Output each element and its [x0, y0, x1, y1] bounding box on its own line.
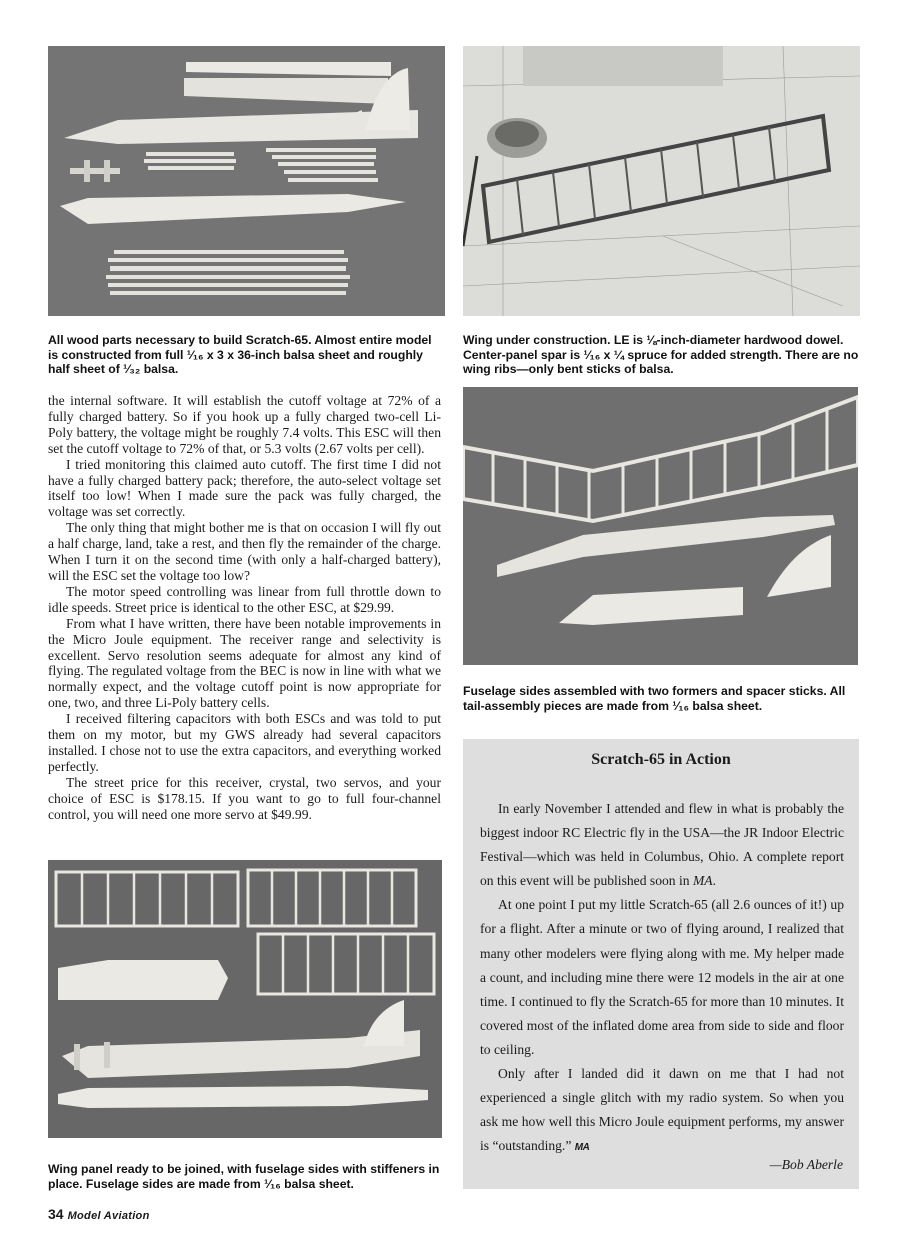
caption-fuselage-assembled: Fuselage sides assembled with two formers and spacer sticks. All tail-assembly pieces are made from ¹⁄₁₆ balsa sheet. — [463, 684, 846, 713]
caption-wood-parts: All wood parts necessary to build Scratch-65. Almost entire model is constructed from full ¹⁄₁₆ x 3 x 36-inch balsa sheet and roughly half sheet of ¹⁄₃₂ balsa. — [48, 333, 432, 377]
magazine-name: Model Aviation — [67, 1210, 150, 1222]
magazine-abbrev: MA — [692, 873, 713, 889]
photo-wood-parts — [48, 46, 445, 316]
article-body — [48, 393, 441, 822]
photo-wing-panel — [48, 860, 442, 1138]
page-folio — [48, 1206, 150, 1222]
article-paragraph: the internal software. It will establish the cutoff voltage at 72% of a fully charged battery. So if you hook up a fully charged two-cell Li-Poly battery, the voltage might be roughly 7.4 volts. This ESC will then set the cutoff voltage to 72% of that, or 5.3 volts (2.67 volts per cell). — [48, 393, 441, 456]
photo-fuselage-assembled — [463, 387, 858, 665]
page-number: 34 — [48, 1206, 64, 1222]
sidebar-paragraph — [480, 1062, 844, 1160]
article-paragraph: I tried monitoring this claimed auto cutoff. The first time I did not have a fully charged battery pack; therefore, the auto-select voltage set itself too low! When I made sure the pack was fully charged, the voltage was set correctly. — [48, 456, 441, 520]
author-signature: —Bob Aberle — [769, 1157, 843, 1172]
sidebar-paragraph — [480, 797, 844, 893]
sidebar-paragraph-text: In early November I attended and flew in what is probably the biggest indoor RC Electric fly in the USA—the JR Indoor Electric Festival—which was held in Columbus, Ohio. A complete report on this event will be published soon in — [480, 801, 844, 889]
caption-wing-panel: Wing panel ready to be joined, with fuselage sides with stiffeners in place. Fuselage sides are made from ¹⁄₁₆ balsa sheet. — [48, 1162, 440, 1191]
sidebar-paragraph-end: . — [712, 873, 717, 889]
caption-wing-construction: Wing under construction. LE is ⅛-inch-diameter hardwood dowel. Center-panel spar is ¹⁄₁₆ x ¼ spruce for added strength. There are no wing ribs—only bent sticks of balsa. — [463, 333, 859, 377]
article-paragraph: The street price for this receiver, crystal, two servos, and your choice of ESC is $178.15. If you want to go to full four-channel control, you will need one more servo at $49.99. — [48, 774, 441, 822]
sidebar-box — [463, 739, 859, 1189]
article-paragraph: The motor speed controlling was linear from full throttle down to idle speeds. Street price is identical to the other ESC, at $29.99. — [48, 583, 441, 615]
article-paragraph: The only thing that might bother me is that on occasion I will fly out a half charge, land, take a rest, and then fly the remainder of the charge. When I turn it on the second time (with only a half-charged battery), will the ESC set the voltage too low? — [48, 520, 441, 583]
sidebar-paragraph: At one point I put my little Scratch-65 (all 2.6 ounces of it!) up for a flight. After a minute or two of flying around, I realized that many other modelers were flying along with me. My helper made a count, and including mine there were 12 models in the air at one time. I continued to fly the Scratch-65 for more than 10 minutes. It covered most of the inflated dome area from side to side and floor to ceiling. — [480, 897, 844, 1057]
sidebar-body — [480, 797, 844, 1160]
sidebar-paragraph-text: Only after I landed did it dawn on me that I had not experienced a single glitch with my radio system. So when you ask me how well this Micro Joule equipment performs, my answer is “outstanding.” — [480, 1066, 844, 1154]
sidebar-title: Scratch-65 in Action — [591, 751, 731, 768]
end-mark: MA — [574, 1142, 590, 1154]
photo-wing-construction — [463, 46, 860, 316]
article-paragraph: I received filtering capacitors with both ESCs and was told to put them on my motor, but my GWS already had several capacitors installed. I chose not to use the extra capacitors, and everything worked perfectly. — [48, 711, 441, 774]
article-paragraph: From what I have written, there have been notable improvements in the Micro Joule equipment. The receiver range and selectivity is excellent. Servo resolution seems adequate for almost any kind of flying. The regulated voltage from the BEC is now in line with what we normally expect, and the voltage cutoff point is now appropriate for one, two, and three Li-Poly battery cells. — [48, 615, 441, 711]
